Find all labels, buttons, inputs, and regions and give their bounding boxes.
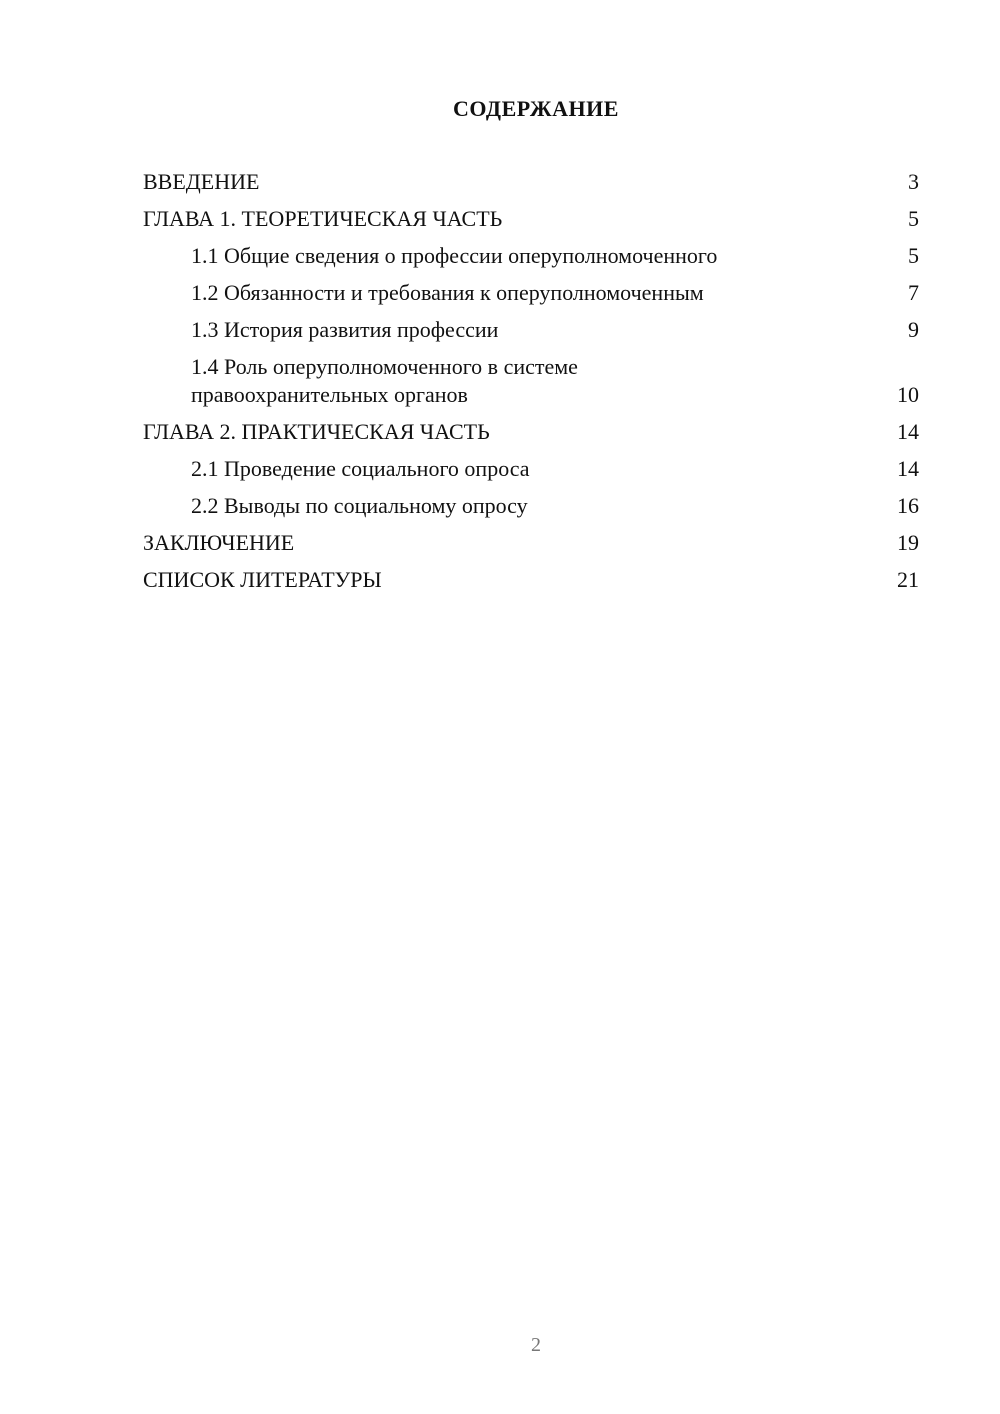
toc-entry-section-1-1[interactable] [143,242,919,270]
toc-entry-section-2-1[interactable] [143,455,919,483]
toc-entry-chapter-1[interactable] [143,205,919,233]
toc-entry-text: ГЛАВА 2. ПРАКТИЧЕСКАЯ ЧАСТЬ [143,419,490,444]
toc-entry-section-1-4[interactable] [143,353,919,409]
toc-entry-page: 9 [908,317,919,342]
toc-entry-text: 2.1 Проведение социального опроса [191,456,530,481]
toc-entry-text: ГЛАВА 1. ТЕОРЕТИЧЕСКАЯ ЧАСТЬ [143,206,503,231]
toc-entry-text: 1.4 Роль оперуполномоченного в системе правоохранительных органов [191,354,578,407]
toc-entry-text: 1.3 История развития профессии [191,317,499,342]
toc-entry-text: ЗАКЛЮЧЕНИЕ [143,530,295,555]
toc-entry-section-2-2[interactable] [143,492,919,520]
toc-entry-section-1-2[interactable] [143,279,919,307]
toc-entry-page: 10 [897,382,919,407]
page-title: СОДЕРЖАНИЕ [453,96,619,121]
toc-entry-text: СПИСОК ЛИТЕРАТУРЫ [143,567,382,592]
toc-entry-chapter-2[interactable] [143,418,919,446]
toc-entry-page: 21 [897,567,919,592]
toc-entry-text: 1.2 Обязанности и требования к оперуполномоченным [191,280,704,305]
toc-entry-section-1-3[interactable] [143,316,919,344]
toc-entry-conclusion[interactable] [143,529,919,557]
toc-entry-text: 1.1 Общие сведения о профессии оперуполномоченного [191,243,718,268]
table-of-contents [143,168,919,603]
toc-entry-page: 5 [908,243,919,268]
toc-entry-text: ВВЕДЕНИЕ [143,169,260,194]
toc-entry-page: 14 [897,456,919,481]
toc-entry-references[interactable] [143,566,919,594]
toc-entry-text: 2.2 Выводы по социальному опросу [191,493,528,518]
page-number: 2 [531,1334,541,1356]
toc-entry-introduction[interactable] [143,168,919,196]
toc-entry-page: 3 [908,169,919,194]
toc-entry-page: 16 [897,493,919,518]
toc-entry-page: 14 [897,419,919,444]
toc-entry-page: 19 [897,530,919,555]
toc-entry-page: 7 [908,280,919,305]
toc-entry-page: 5 [908,206,919,231]
